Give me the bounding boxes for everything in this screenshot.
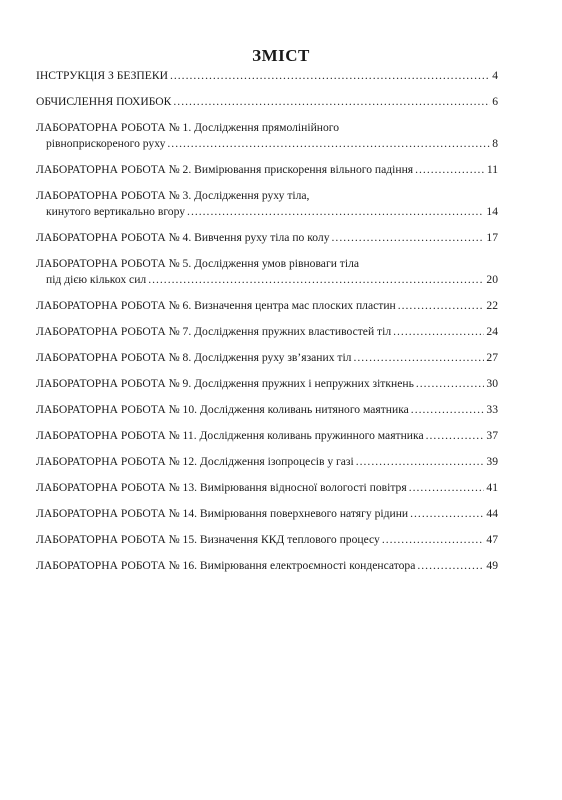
toc-page-number: 39 <box>486 455 498 468</box>
entry-spacer <box>36 178 498 188</box>
dot-leader <box>353 350 484 366</box>
entry-spacer <box>36 110 498 120</box>
toc-entry-last-line <box>36 532 498 548</box>
toc-entry-title: ЛАБОРАТОРНА РОБОТА № 11. Дослідження коливань пружинного маятника <box>36 429 424 442</box>
toc-entry-continuation: рівноприскореного руху <box>46 137 166 150</box>
toc-entry-last-line <box>36 376 498 392</box>
toc-entry-last-line <box>36 272 498 288</box>
toc-entry[interactable] <box>36 120 498 152</box>
dot-leader <box>332 230 485 246</box>
toc-page-number: 22 <box>486 299 498 312</box>
dot-leader <box>356 454 485 470</box>
dot-leader <box>426 428 485 444</box>
toc-entry-last-line <box>36 428 498 444</box>
entry-spacer <box>36 444 498 454</box>
toc-page-number: 6 <box>492 95 498 108</box>
toc-entry[interactable] <box>36 230 498 246</box>
toc-entry-last-line <box>36 402 498 418</box>
toc-page-number: 41 <box>486 481 498 494</box>
dot-leader <box>148 272 484 288</box>
toc-entry-title: ЛАБОРАТОРНА РОБОТА № 4. Вивчення руху тіла по колу <box>36 231 330 244</box>
entry-spacer <box>36 392 498 402</box>
dot-leader <box>411 402 485 418</box>
dot-leader <box>409 480 485 496</box>
toc-page-number: 17 <box>486 231 498 244</box>
toc-page-number: 11 <box>486 163 498 176</box>
toc-entry-title: ЛАБОРАТОРНА РОБОТА № 7. Дослідження пружних властивостей тіл <box>36 325 392 338</box>
toc-page-number: 44 <box>486 507 498 520</box>
toc-entry-last-line <box>36 350 498 366</box>
entry-spacer <box>36 246 498 256</box>
toc-entry-continuation: під дією кількох сил <box>46 273 147 286</box>
toc-entry-last-line <box>36 454 498 470</box>
toc-entry-last-line <box>36 324 498 340</box>
toc-entry-last-line <box>36 204 498 220</box>
dot-leader <box>167 136 490 152</box>
entry-spacer <box>36 418 498 428</box>
toc-page-number: 8 <box>492 137 498 150</box>
toc-entry-last-line <box>36 136 498 152</box>
entry-spacer <box>36 288 498 298</box>
entry-spacer <box>36 522 498 532</box>
entry-spacer <box>36 548 498 558</box>
toc-entry-last-line <box>36 230 498 246</box>
toc-entry-title: ЛАБОРАТОРНА РОБОТА № 6. Визначення центра мас плоских пластин <box>36 299 396 312</box>
toc-page-number: 24 <box>486 325 498 338</box>
toc-entry[interactable] <box>36 480 498 496</box>
dot-leader <box>187 204 484 220</box>
toc-entry-last-line <box>36 558 498 574</box>
toc-entry-title: ЛАБОРАТОРНА РОБОТА № 13. Вимірювання відносної вологості повітря <box>36 481 407 494</box>
toc-entry-title: ЛАБОРАТОРНА РОБОТА № 15. Визначення ККД теплового процесу <box>36 533 380 546</box>
toc-page-number: 33 <box>486 403 498 416</box>
toc-entry-title: ОБЧИСЛЕННЯ ПОХИБОК <box>36 95 172 108</box>
toc-entry[interactable] <box>36 162 498 178</box>
toc-entry-last-line <box>36 506 498 522</box>
toc-entry-continuation: кинутого вертикально вгору <box>46 205 186 218</box>
dot-leader <box>393 324 484 340</box>
toc-entry-title: ЛАБОРАТОРНА РОБОТА № 1. Дослідження прямолінійного <box>36 121 340 134</box>
entry-spacer <box>36 366 498 376</box>
entry-spacer <box>36 152 498 162</box>
toc-entry[interactable] <box>36 558 498 574</box>
toc-entry-title: ЛАБОРАТОРНА РОБОТА № 5. Дослідження умов рівноваги тіла <box>36 257 360 270</box>
entry-spacer <box>36 84 498 94</box>
toc-page-number: 4 <box>492 69 498 82</box>
toc-entry-title: ЛАБОРАТОРНА РОБОТА № 8. Дослідження руху зв’язаних тіл <box>36 351 352 364</box>
toc-entry[interactable] <box>36 350 498 366</box>
dot-leader <box>173 94 490 110</box>
entry-spacer <box>36 314 498 324</box>
toc-entry-title: ЛАБОРАТОРНА РОБОТА № 16. Вимірювання електроємності конденсатора <box>36 559 416 572</box>
table-of-contents <box>36 68 498 574</box>
toc-entry[interactable] <box>36 188 498 220</box>
page-title: ЗМІСТ <box>252 46 310 65</box>
toc-entry-title: ІНСТРУКЦІЯ З БЕЗПЕКИ <box>36 69 168 82</box>
toc-entry[interactable] <box>36 324 498 340</box>
toc-page-number: 14 <box>486 205 498 218</box>
toc-entry[interactable] <box>36 256 498 288</box>
toc-entry-title: ЛАБОРАТОРНА РОБОТА № 14. Вимірювання поверхневого натягу рідини <box>36 507 409 520</box>
toc-entry-last-line <box>36 480 498 496</box>
toc-entry-last-line <box>36 94 498 110</box>
toc-page-number: 20 <box>486 273 498 286</box>
dot-leader <box>415 162 485 178</box>
toc-page-number: 30 <box>486 377 498 390</box>
toc-entry-title: ЛАБОРАТОРНА РОБОТА № 2. Вимірювання прискорення вільного падіння <box>36 163 414 176</box>
entry-spacer <box>36 496 498 506</box>
toc-entry[interactable] <box>36 94 498 110</box>
entry-spacer <box>36 220 498 230</box>
entry-spacer <box>36 470 498 480</box>
toc-entry-title: ЛАБОРАТОРНА РОБОТА № 3. Дослідження руху тіла, <box>36 189 310 202</box>
toc-entry-title-line <box>36 256 498 272</box>
toc-entry-last-line <box>36 162 498 178</box>
toc-entry[interactable] <box>36 428 498 444</box>
toc-entry-last-line <box>36 298 498 314</box>
toc-page-number: 37 <box>486 429 498 442</box>
toc-entry[interactable] <box>36 506 498 522</box>
toc-page-number: 49 <box>486 559 498 572</box>
toc-entry-title: ЛАБОРАТОРНА РОБОТА № 12. Дослідження ізопроцесів у газі <box>36 455 354 468</box>
dot-leader <box>382 532 485 548</box>
toc-page-number: 47 <box>486 533 498 546</box>
toc-entry[interactable] <box>36 68 498 84</box>
toc-entry-last-line <box>36 68 498 84</box>
dot-leader <box>417 558 484 574</box>
toc-entry[interactable] <box>36 532 498 548</box>
toc-entry[interactable] <box>36 454 498 470</box>
dot-leader <box>416 376 485 392</box>
toc-entry-title-line <box>36 188 498 204</box>
dot-leader <box>410 506 484 522</box>
toc-page-number: 27 <box>486 351 498 364</box>
toc-entry[interactable] <box>36 376 498 392</box>
toc-entry[interactable] <box>36 298 498 314</box>
dot-leader <box>170 68 490 84</box>
dot-leader <box>398 298 485 314</box>
entry-spacer <box>36 340 498 350</box>
toc-entry-title-line <box>36 120 498 136</box>
toc-entry[interactable] <box>36 402 498 418</box>
toc-entry-title: ЛАБОРАТОРНА РОБОТА № 9. Дослідження пружних і непружних зіткнень <box>36 377 414 390</box>
toc-entry-title: ЛАБОРАТОРНА РОБОТА № 10. Дослідження коливань нитяного маятника <box>36 403 409 416</box>
